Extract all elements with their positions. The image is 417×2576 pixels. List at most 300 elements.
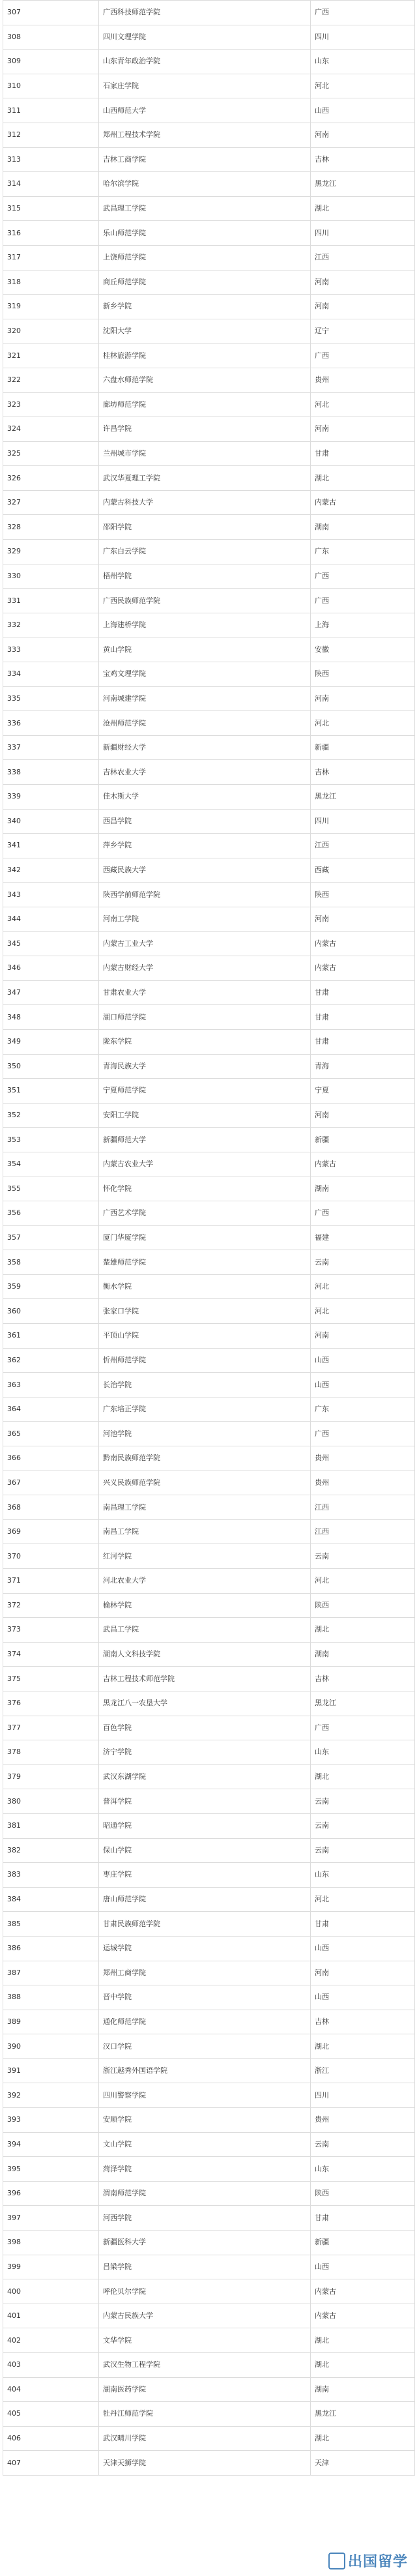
province-cell: 广西 [311,589,415,613]
table-row [3,907,415,931]
table-row [3,711,415,736]
province-cell: 山西 [311,1985,415,2010]
table-row [3,2181,415,2206]
rank-cell: 398 [3,2231,99,2255]
province-cell: 四川 [311,221,415,246]
province-cell: 湖北 [311,2426,415,2451]
province-cell: 贵州 [311,1471,415,1495]
rank-cell: 330 [3,564,99,589]
table-row [3,1642,415,1667]
school-cell: 西藏民族大学 [99,858,311,883]
logo-icon [328,2553,345,2569]
school-cell: 兰州城市学院 [99,441,311,466]
table-row [3,1299,415,1324]
province-cell: 河北 [311,392,415,417]
rank-cell: 352 [3,1103,99,1128]
province-cell: 广东 [311,1397,415,1422]
province-cell: 贵州 [311,2108,415,2133]
table-row [3,1716,415,1740]
province-cell: 江西 [311,245,415,270]
rank-cell: 355 [3,1177,99,1201]
rank-cell: 363 [3,1373,99,1398]
school-cell: 唐山师范学院 [99,1887,311,1912]
rank-cell: 370 [3,1544,99,1569]
province-cell: 安徽 [311,637,415,662]
province-cell: 甘肃 [311,2206,415,2231]
rank-cell: 366 [3,1446,99,1471]
school-cell: 兴义民族师范学院 [99,1471,311,1495]
table-row [3,2328,415,2353]
rank-cell: 342 [3,858,99,883]
table-row [3,319,415,344]
school-cell: 武汉生物工程学院 [99,2353,311,2378]
school-cell: 武昌理工学院 [99,196,311,221]
table-row [3,1569,415,1594]
rank-cell: 323 [3,392,99,417]
rank-cell: 401 [3,2304,99,2328]
rank-cell: 345 [3,931,99,956]
rank-cell: 316 [3,221,99,246]
school-cell: 黑龙江八一农垦大学 [99,1691,311,1716]
school-cell: 黔南民族师范学院 [99,1446,311,1471]
rank-cell: 347 [3,980,99,1005]
watermark-text: 出国留学 [347,2554,408,2570]
school-cell: 六盘水师范学院 [99,368,311,392]
school-cell: 怀化学院 [99,1177,311,1201]
table-row [3,956,415,981]
rank-cell: 383 [3,1863,99,1888]
table-row [3,760,415,785]
province-cell: 四川 [311,2083,415,2108]
table-row [3,123,415,147]
rank-cell: 311 [3,98,99,123]
rank-cell: 374 [3,1642,99,1667]
table-row [3,2157,415,2182]
province-cell: 陕西 [311,662,415,687]
rank-cell: 349 [3,1029,99,1054]
table-row [3,858,415,883]
school-cell: 榆林学院 [99,1593,311,1618]
rank-cell: 391 [3,2058,99,2083]
table-row [3,834,415,858]
table-row [3,98,415,123]
table-row [3,1912,415,1937]
table-row [3,1740,415,1765]
rank-cell: 397 [3,2206,99,2231]
province-cell: 江西 [311,1519,415,1544]
province-cell: 广西 [311,564,415,589]
table-row [3,490,415,515]
school-cell: 佳木斯大学 [99,785,311,810]
province-cell: 贵州 [311,368,415,392]
table-row [3,1495,415,1520]
rank-cell: 367 [3,1471,99,1495]
province-cell: 山东 [311,2157,415,2182]
school-cell: 安阳工学院 [99,1103,311,1128]
school-cell: 宝鸡文理学院 [99,662,311,687]
province-cell: 湖北 [311,1764,415,1789]
rank-cell: 395 [3,2157,99,2182]
province-cell: 河南 [311,1103,415,1128]
school-cell: 河池学院 [99,1422,311,1446]
rank-cell: 357 [3,1225,99,1250]
rank-cell: 321 [3,344,99,368]
province-cell: 广西 [311,1201,415,1226]
province-cell: 内蒙古 [311,490,415,515]
table-row [3,931,415,956]
school-cell: 广西艺术学院 [99,1201,311,1226]
rank-cell: 335 [3,686,99,711]
rank-cell: 334 [3,662,99,687]
school-cell: 新乡学院 [99,295,311,319]
province-cell: 福建 [311,1225,415,1250]
rank-cell: 358 [3,1250,99,1275]
province-cell: 湖北 [311,2328,415,2353]
province-cell: 内蒙古 [311,956,415,981]
rank-cell: 399 [3,2255,99,2279]
school-cell: 河南工学院 [99,907,311,931]
table-row [3,1593,415,1618]
province-cell: 贵州 [311,1446,415,1471]
province-cell: 山东 [311,1863,415,1888]
table-row [3,589,415,613]
school-cell: 天津天狮学院 [99,2451,311,2476]
province-cell: 山西 [311,1373,415,1398]
school-cell: 内蒙古工业大学 [99,931,311,956]
province-cell: 湖北 [311,466,415,491]
school-cell: 哈尔滨学院 [99,172,311,197]
rank-cell: 344 [3,907,99,931]
school-cell: 许昌学院 [99,417,311,442]
province-cell: 新疆 [311,735,415,760]
table-row [3,1177,415,1201]
province-cell: 山西 [311,1348,415,1373]
rank-cell: 350 [3,1054,99,1079]
school-cell: 山东青年政治学院 [99,50,311,74]
table-row [3,1544,415,1569]
table-row [3,637,415,662]
table-row [3,1936,415,1961]
province-cell: 黑龙江 [311,2402,415,2427]
table-row [3,980,415,1005]
school-cell: 百色学院 [99,1716,311,1740]
rank-cell: 400 [3,2279,99,2304]
school-cell: 广西民族师范学院 [99,589,311,613]
rank-cell: 392 [3,2083,99,2108]
table-row [3,1764,415,1789]
school-cell: 南昌工学院 [99,1519,311,1544]
rank-cell: 405 [3,2402,99,2427]
province-cell: 湖北 [311,196,415,221]
rank-cell: 328 [3,515,99,540]
school-cell: 商丘师范学院 [99,270,311,295]
rank-cell: 371 [3,1569,99,1594]
rank-cell: 341 [3,834,99,858]
rank-cell: 353 [3,1128,99,1152]
rank-cell: 376 [3,1691,99,1716]
table-row [3,1250,415,1275]
table-row [3,2132,415,2157]
school-cell: 忻州师范学院 [99,1348,311,1373]
school-cell: 吉林工商学院 [99,147,311,172]
table-row [3,1422,415,1446]
rank-cell: 386 [3,1936,99,1961]
school-cell: 保山学院 [99,1838,311,1863]
school-cell: 内蒙古财经大学 [99,956,311,981]
province-cell: 湖南 [311,1177,415,1201]
rank-cell: 390 [3,2034,99,2059]
province-cell: 新疆 [311,1128,415,1152]
table-row [3,1446,415,1471]
school-cell: 晋中学院 [99,1985,311,2010]
table-row [3,2426,415,2451]
province-cell: 河南 [311,907,415,931]
table-row [3,2279,415,2304]
province-cell: 山东 [311,1740,415,1765]
table-row [3,515,415,540]
school-cell: 运城学院 [99,1936,311,1961]
school-cell: 平顶山学院 [99,1324,311,1349]
table-row [3,2058,415,2083]
province-cell: 广西 [311,1716,415,1740]
school-cell: 衡水学院 [99,1274,311,1299]
province-cell: 河北 [311,711,415,736]
school-cell: 邵阳学院 [99,515,311,540]
school-cell: 昭通学院 [99,1813,311,1838]
table-row [3,1128,415,1152]
table-row [3,1054,415,1079]
rank-cell: 319 [3,295,99,319]
rank-cell: 375 [3,1667,99,1691]
province-cell: 河南 [311,1324,415,1349]
rank-cell: 318 [3,270,99,295]
province-cell: 四川 [311,25,415,50]
table-row [3,245,415,270]
table-row [3,295,415,319]
table-row [3,50,415,74]
province-cell: 河北 [311,1887,415,1912]
rank-cell: 403 [3,2353,99,2378]
school-cell: 内蒙古民族大学 [99,2304,311,2328]
province-cell: 湖南 [311,515,415,540]
school-cell: 张家口学院 [99,1299,311,1324]
school-cell: 萍乡学院 [99,834,311,858]
school-cell: 广东培正学院 [99,1397,311,1422]
rank-cell: 356 [3,1201,99,1226]
province-cell: 湖北 [311,1618,415,1643]
province-cell: 山西 [311,98,415,123]
table-row [3,1079,415,1104]
ranking-table-container [3,0,414,2476]
school-cell: 郑州工商学院 [99,1961,311,1985]
school-cell: 楚雄师范学院 [99,1250,311,1275]
table-row [3,1691,415,1716]
province-cell: 内蒙古 [311,2304,415,2328]
table-row [3,2010,415,2034]
school-cell: 陇东学院 [99,1029,311,1054]
table-row [3,662,415,687]
school-cell: 湖口师范学院 [99,1005,311,1030]
school-cell: 甘肃民族师范学院 [99,1912,311,1937]
school-cell: 沈阳大学 [99,319,311,344]
province-cell: 广西 [311,1422,415,1446]
province-cell: 河北 [311,74,415,98]
rank-cell: 325 [3,441,99,466]
school-cell: 青海民族大学 [99,1054,311,1079]
table-row [3,1348,415,1373]
table-body [3,1,415,2476]
rank-cell: 379 [3,1764,99,1789]
school-cell: 内蒙古科技大学 [99,490,311,515]
rank-cell: 382 [3,1838,99,1863]
table-row [3,1152,415,1177]
school-cell: 吕梁学院 [99,2255,311,2279]
school-cell: 武昌工学院 [99,1618,311,1643]
rank-cell: 333 [3,637,99,662]
table-row [3,1789,415,1814]
rank-cell: 364 [3,1397,99,1422]
table-row [3,2451,415,2476]
school-cell: 湖南医药学院 [99,2377,311,2402]
province-cell: 河北 [311,1299,415,1324]
table-row [3,417,415,442]
school-cell: 沧州师范学院 [99,711,311,736]
province-cell: 西藏 [311,858,415,883]
table-row [3,2377,415,2402]
province-cell: 河南 [311,123,415,147]
province-cell: 广西 [311,344,415,368]
province-cell: 湖南 [311,2377,415,2402]
province-cell: 甘肃 [311,1005,415,1030]
rank-cell: 351 [3,1079,99,1104]
rank-cell: 384 [3,1887,99,1912]
province-cell: 湖北 [311,2034,415,2059]
rank-cell: 369 [3,1519,99,1544]
rank-cell: 393 [3,2108,99,2133]
school-cell: 湖南人文科技学院 [99,1642,311,1667]
table-row [3,74,415,98]
table-row [3,1961,415,1985]
table-row [3,1005,415,1030]
school-cell: 济宁学院 [99,1740,311,1765]
rank-cell: 380 [3,1789,99,1814]
table-row [3,221,415,246]
rank-cell: 338 [3,760,99,785]
province-cell: 湖南 [311,1642,415,1667]
table-row [3,2083,415,2108]
table-row [3,466,415,491]
table-row [3,1813,415,1838]
province-cell: 黑龙江 [311,785,415,810]
rank-cell: 329 [3,540,99,564]
rank-cell: 320 [3,319,99,344]
province-cell: 云南 [311,1544,415,1569]
school-cell: 长治学院 [99,1373,311,1398]
school-cell: 梧州学院 [99,564,311,589]
table-row [3,1373,415,1398]
province-cell: 山东 [311,50,415,74]
table-row [3,1225,415,1250]
rank-cell: 354 [3,1152,99,1177]
table-row [3,809,415,834]
table-row [3,1029,415,1054]
table-row [3,2034,415,2059]
table-row [3,1887,415,1912]
school-cell: 汉口学院 [99,2034,311,2059]
province-cell: 江西 [311,1495,415,1520]
province-cell: 甘肃 [311,1912,415,1937]
province-cell: 山西 [311,2255,415,2279]
table-row [3,540,415,564]
province-cell: 河南 [311,295,415,319]
rank-cell: 314 [3,172,99,197]
rank-cell: 343 [3,883,99,907]
table-row [3,1397,415,1422]
table-row [3,735,415,760]
table-row [3,1324,415,1349]
school-cell: 武汉晴川学院 [99,2426,311,2451]
rank-cell: 365 [3,1422,99,1446]
province-cell: 甘肃 [311,441,415,466]
watermark-logo [328,2551,408,2571]
table-row [3,147,415,172]
rank-cell: 378 [3,1740,99,1765]
table-row [3,1667,415,1691]
table-row [3,1985,415,2010]
school-cell: 黄山学院 [99,637,311,662]
rank-cell: 361 [3,1324,99,1349]
province-cell: 云南 [311,1838,415,1863]
province-cell: 上海 [311,613,415,637]
rank-cell: 402 [3,2328,99,2353]
rank-cell: 348 [3,1005,99,1030]
rank-cell: 385 [3,1912,99,1937]
table-row [3,1,415,25]
rank-cell: 331 [3,589,99,613]
province-cell: 河南 [311,270,415,295]
school-cell: 上饶师范学院 [99,245,311,270]
school-cell: 石家庄学院 [99,74,311,98]
rank-cell: 368 [3,1495,99,1520]
province-cell: 浙江 [311,2058,415,2083]
school-cell: 内蒙古农业大学 [99,1152,311,1177]
school-cell: 红河学院 [99,1544,311,1569]
rank-cell: 394 [3,2132,99,2157]
table-row [3,2206,415,2231]
table-row [3,2304,415,2328]
province-cell: 内蒙古 [311,1152,415,1177]
school-cell: 宁夏师范学院 [99,1079,311,1104]
school-cell: 四川文理学院 [99,25,311,50]
rank-cell: 388 [3,1985,99,2010]
school-cell: 桂林旅游学院 [99,344,311,368]
school-cell: 枣庄学院 [99,1863,311,1888]
rank-cell: 406 [3,2426,99,2451]
rank-cell: 317 [3,245,99,270]
school-cell: 新疆财经大学 [99,735,311,760]
table-row [3,1471,415,1495]
province-cell: 河北 [311,1569,415,1594]
school-cell: 河南城建学院 [99,686,311,711]
school-cell: 郑州工程技术学院 [99,123,311,147]
rank-cell: 381 [3,1813,99,1838]
rank-cell: 340 [3,809,99,834]
school-cell: 甘肃农业大学 [99,980,311,1005]
rank-cell: 313 [3,147,99,172]
rank-cell: 339 [3,785,99,810]
province-cell: 广东 [311,540,415,564]
school-cell: 牡丹江师范学院 [99,2402,311,2427]
